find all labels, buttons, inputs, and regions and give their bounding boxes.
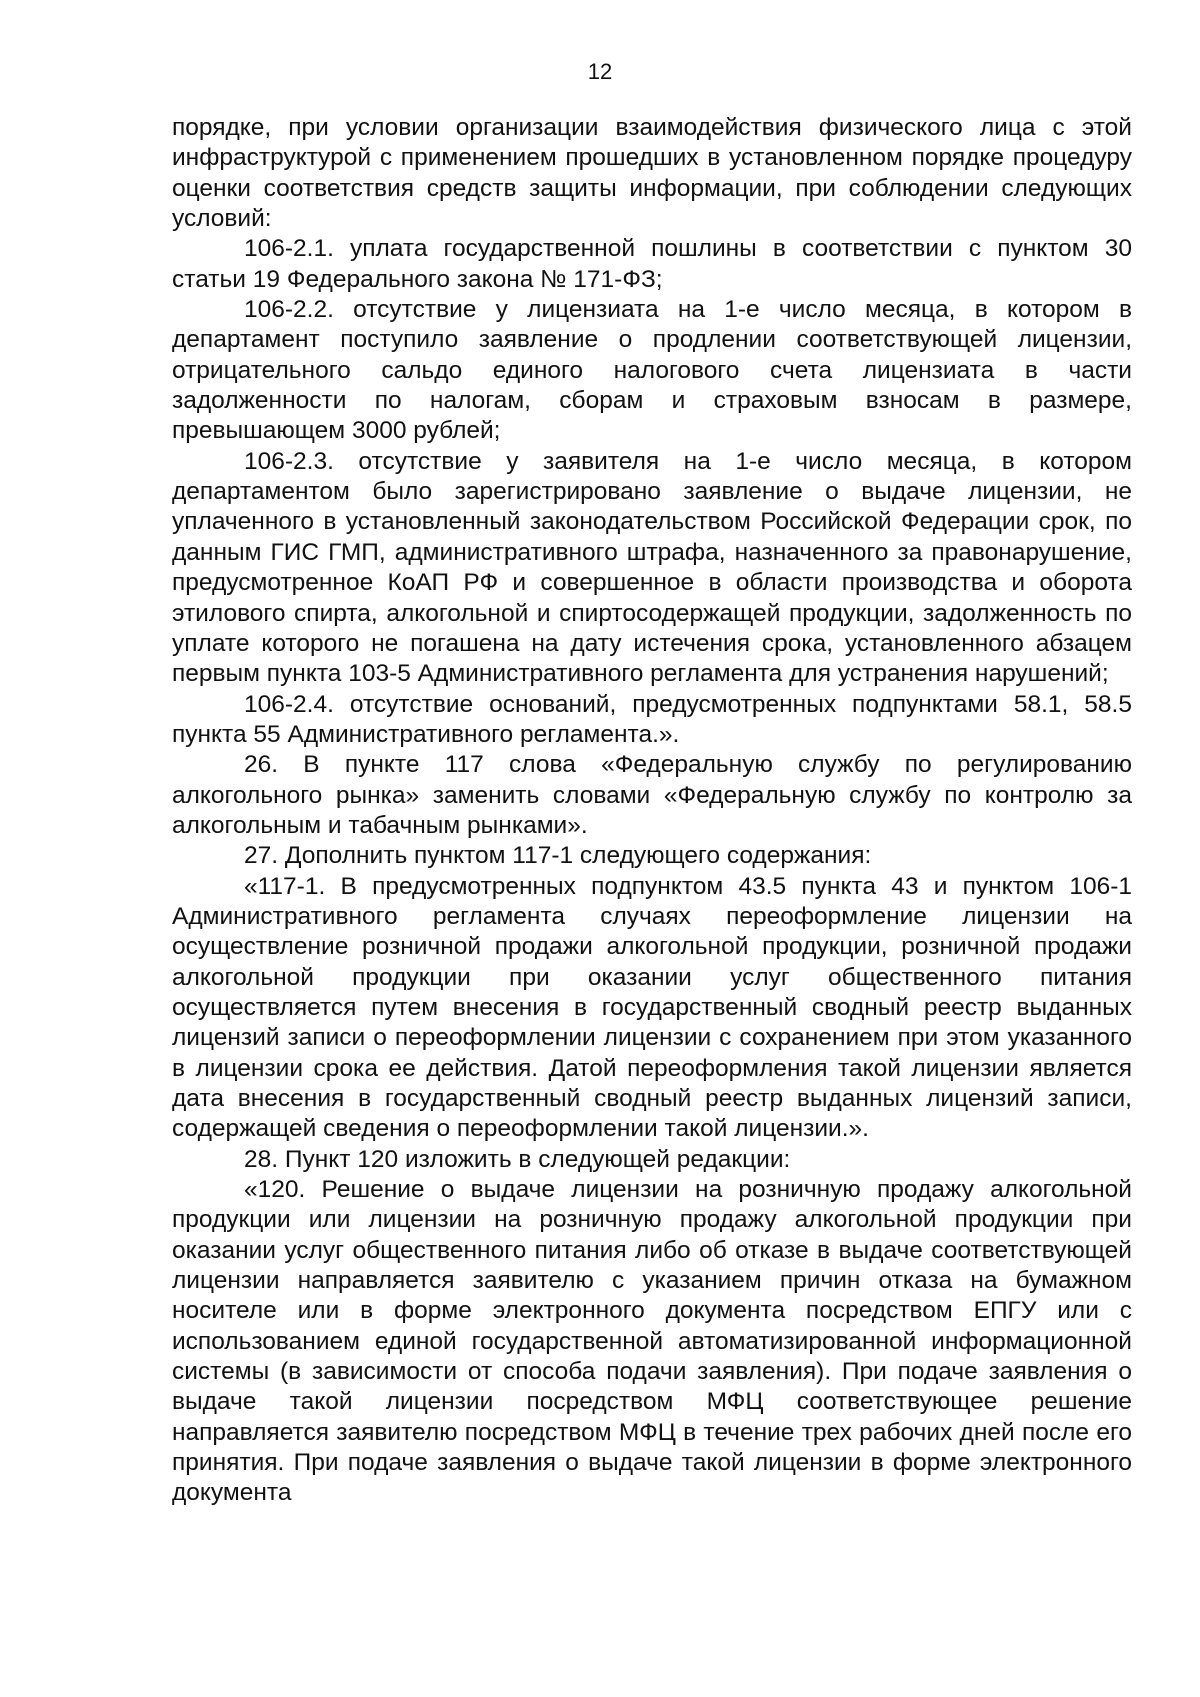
paragraph-item-27: 27. Дополнить пунктом 117-1 следующего содержания:: [244, 842, 872, 870]
paragraph-117-1: «117-1. В предусмотренных подпунктом 43.5 пункта 43 и пунктом 106-1 Административного регламента случаях переоформление лицензии на осуществление розничной продажи алкогольной продукции, розничной продажи алкогольной продукции при оказании услуг общественного питания осуществляется путем внесения в государственный сводный реестр выданных лицензий записи о переоформлении лицензии с сохранением при этом указанного в лицензии срока ее действия. Датой переоформления такой лицензии является дата внесения в государственный сводный реестр выданных лицензий записи, содержащей сведения о переоформлении такой лицензии.».: [172, 872, 1132, 1143]
paragraph-120: «120. Решение о выдаче лицензии на розничную продажу алкогольной продукции или лицензии на розничную продажу алкогольной продукции при оказании услуг общественного питания либо об отказе в выдаче соответствующей лицензии направляется заявителю с указанием причин отказа на бумажном носителе или в форме электронного документа посредством ЕПГУ или с использованием единой государственной автоматизированной информационной системы (в зависимости от способа подачи заявления). При подаче заявления о выдаче такой лицензии посредством МФЦ соответствующее решение направляется заявителю посредством МФЦ в течение трех рабочих дней после его принятия. При подаче заявления о выдаче такой лицензии в форме электронного документа: [172, 1176, 1132, 1507]
page-number: 12: [587, 59, 613, 84]
paragraph-item-28: 28. Пункт 120 изложить в следующей редакции:: [244, 1145, 791, 1173]
paragraph-106-2-3: 106-2.3. отсутствие у заявителя на 1-е число месяца, в котором департаментом было зарегистрировано заявление о выдаче лицензии, не уплаченного в установленный законодательством Российской Федерации срок, по данным ГИС ГМП, административного штрафа, назначенного за правонарушение, предусмотренное КоАП РФ и совершенное в области производства и оборота этилового спирта, алкогольной и спиртосодержащей продукции, задолженность по уплате которого не погашена на дату истечения срока, установленного абзацем первым пункта 103-5 Административного регламента для устранения нарушений;: [172, 447, 1132, 688]
paragraph-106-2-2: 106-2.2. отсутствие у лицензиата на 1-е число месяца, в котором в департамент поступило заявление о продлении соответствующей лицензии, отрицательного сальдо единого налогового счета лицензиата в части задолженности по налогам, сборам и страховым взносам в размере, превышающем 3000 рублей;: [172, 296, 1132, 445]
paragraph-106-2-4: 106-2.4. отсутствие оснований, предусмотренных подпунктами 58.1, 58.5 пункта 55 Административного регламента.».: [172, 690, 1132, 748]
paragraph-item-26: 26. В пункте 117 слова «Федеральную службу по регулированию алкогольного рынка» заменить словами «Федеральную службу по контролю за алкогольным и табачным рынками».: [172, 751, 1132, 839]
paragraph-106-2-1: 106-2.1. уплата государственной пошлины в соответствии с пунктом 30 статьи 19 Федерального закона № 171-ФЗ;: [172, 235, 1132, 293]
document-body: [172, 113, 1132, 1509]
paragraph-intro: порядке, при условии организации взаимодействия физического лица с этой инфраструктурой с применением прошедших в установленном порядке процедуру оценки соответствия средств защиты информации, при соблюдении следующих условий:: [172, 114, 1132, 233]
